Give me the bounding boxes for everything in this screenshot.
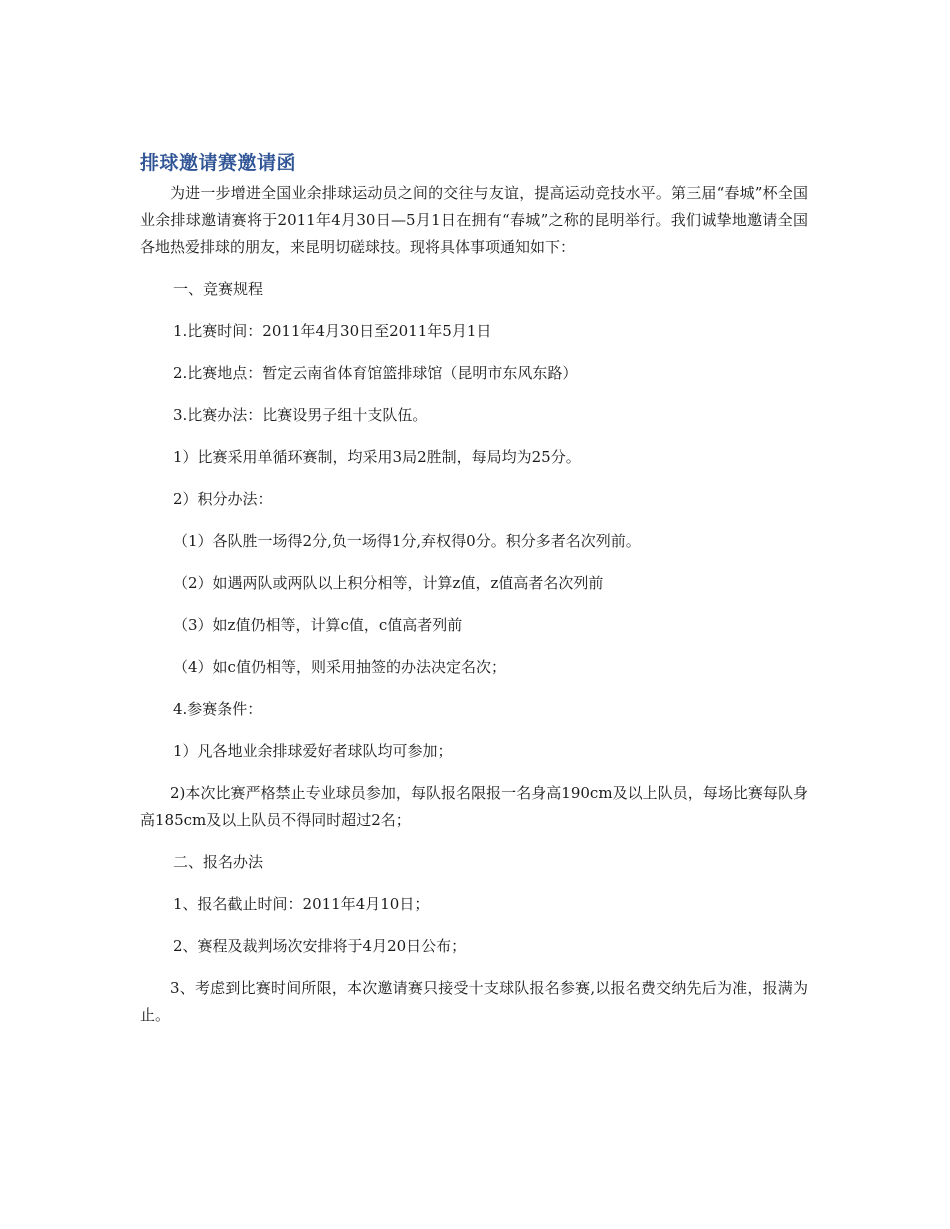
registration-deadline: 1、报名截止时间：2011年4月10日；	[173, 895, 430, 913]
scoring-rule-4: （4）如c值仍相等，则采用抽签的办法决定名次；	[173, 658, 506, 676]
intro-paragraph: 为进一步增进全国业余排球运动员之间的交往与友谊，提高运动竞技水平。第三届“春城”杯全国业余排球邀请赛将于2011年4月30日—5月1日在拥有“春城”之称的昆明举行。我们诚挚地邀请全国各地热爱排球的朋友，来昆明切磋球技。现将具体事项通知如下：	[140, 184, 808, 256]
scoring-rule-3: （3）如z值仍相等，计算c值，c值高者列前	[173, 616, 463, 634]
eligibility-heading: 4.参赛条件：	[173, 700, 263, 718]
match-format: 1）比赛采用单循环赛制，均采用3局2胜制，每局均为25分。	[173, 448, 581, 466]
section-heading-rules: 一、竞赛规程	[173, 280, 264, 298]
document-title: 排球邀请赛邀请函	[140, 152, 297, 174]
scoring-rule-1: （1）各队胜一场得2分,负一场得1分,弃权得0分。积分多者名次列前。	[173, 532, 641, 550]
scoring-method: 2）积分办法：	[173, 490, 273, 508]
scoring-rule-2: （2）如遇两队或两队以上积分相等，计算z值，z值高者名次列前	[173, 574, 604, 592]
schedule-announcement: 2、赛程及裁判场次安排将于4月20日公布；	[173, 937, 467, 955]
section-heading-registration: 二、报名办法	[173, 853, 264, 871]
eligibility-rule-1: 1）凡各地业余排球爱好者球队均可参加；	[173, 742, 453, 760]
document-page	[140, 150, 808, 1029]
match-method: 3.比赛办法：比赛设男子组十支队伍。	[173, 406, 428, 424]
registration-limit: 3、考虑到比赛时间所限，本次邀请赛只接受十支球队报名参赛,以报名费交纳先后为准，报满为止。	[140, 979, 808, 1024]
match-venue: 2.比赛地点：暂定云南省体育馆篮排球馆（昆明市东风东路）	[173, 364, 578, 382]
match-time: 1.比赛时间：2011年4月30日至2011年5月1日	[173, 322, 492, 340]
eligibility-rule-2: 2)本次比赛严格禁止专业球员参加，每队报名限报一名身高190cm及以上队员，每场比赛每队身高185cm及以上队员不得同时超过2名；	[140, 784, 808, 829]
